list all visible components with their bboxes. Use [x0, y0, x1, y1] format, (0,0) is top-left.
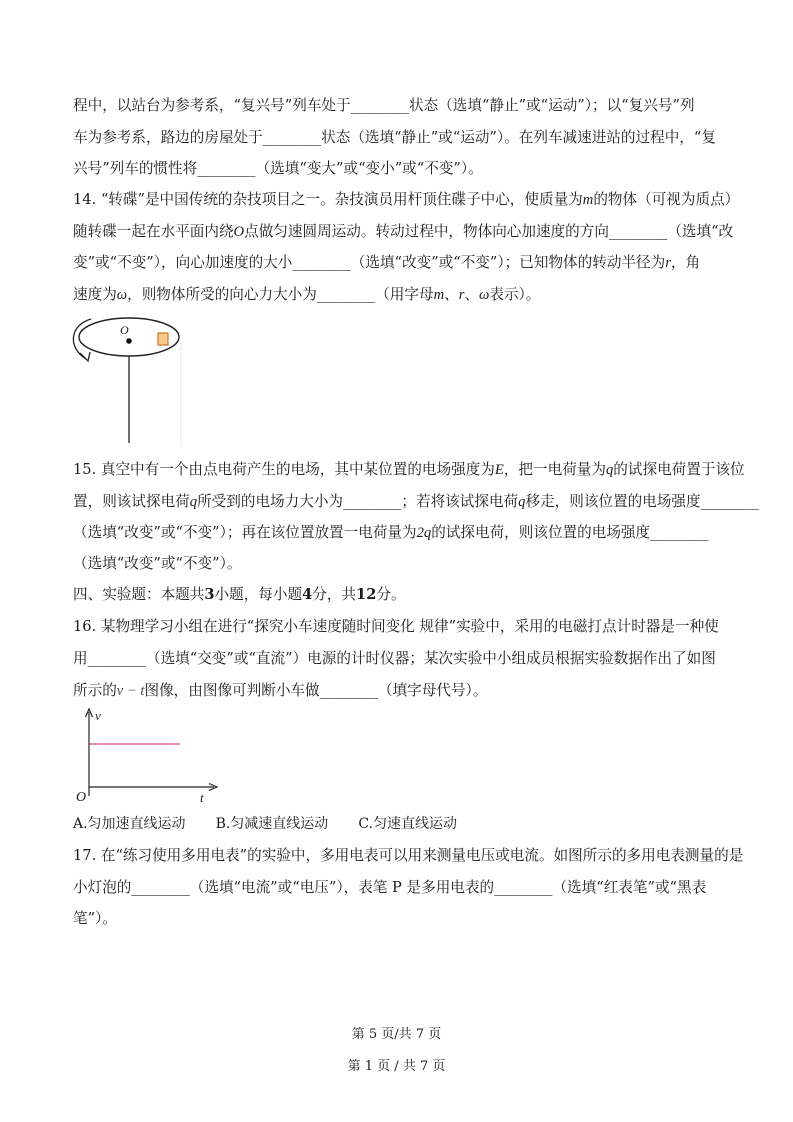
- var-omega: ω: [116, 287, 128, 303]
- q15-text: 置，则该试探电荷: [73, 493, 190, 510]
- label-O: O: [120, 323, 129, 337]
- q14-text: 14. “转碟”是中国传统的杂技项目之一。杂技演员用杆顶住碟子中心，使质量为: [73, 191, 583, 208]
- q16-text: 图像，由图像可判断小车做________（填字母代号）。: [144, 682, 488, 699]
- q14-sep: 、: [444, 286, 459, 303]
- q14-line-3: [73, 253, 700, 273]
- var-r: r: [665, 255, 671, 271]
- var-m: m: [582, 192, 594, 208]
- spinning-plate-figure: [66, 313, 191, 451]
- q14-text: 点做匀速圆周运动。转动过程中，物体向心加速度的方向________（选填“改: [244, 223, 734, 240]
- var-E: E: [494, 462, 504, 478]
- q13-line-2: 车为参考系，路边的房屋处于________状态（选填“静止”或“运动”）。在列车减速进站的过程中，“复: [73, 129, 716, 146]
- page-number-inner: 第 5 页/共 7 页: [351, 1027, 442, 1042]
- q15-line-1: [73, 460, 745, 480]
- q14-text: 的物体（可视为质点）: [593, 191, 740, 208]
- q15-text: 15. 真空中有一个由点电荷产生的电场，其中某位置的电场强度为: [73, 461, 495, 478]
- q14-text: 表示）。: [489, 286, 541, 303]
- option-a: A.匀加速直线运动: [73, 816, 186, 832]
- q15-line-3: [73, 523, 709, 543]
- q15-text: ，把一电荷量为: [503, 461, 606, 478]
- axis-label-v: v: [95, 708, 101, 723]
- section-text: 分。: [376, 586, 406, 603]
- q17-line-2: 小灯泡的________（选填“电流”或“电压”），表笔 P 是多用电表的________（选填“红表笔”或“黑表: [73, 879, 707, 896]
- q15-line-4: （选填“改变”或“不变”）。: [73, 555, 242, 572]
- q16-text: 所示的: [73, 682, 117, 699]
- q14-text: 变”或“不变”），向心加速度的大小________（选填“改变”或“不变”）；已知物体的转动半径为: [73, 254, 666, 271]
- q14-text: 随转碟一起在水平面内绕: [73, 223, 234, 240]
- center-point-O: [126, 338, 132, 344]
- object-block: [158, 333, 168, 345]
- q13-line-3: 兴号”列车的惯性将________（选填“变大”或“变小”或“不变”）。: [73, 160, 483, 177]
- var-2q: 2q: [416, 525, 432, 541]
- q14-line-2: [73, 222, 733, 242]
- var-q: q: [189, 494, 198, 510]
- q15-text: （选填“改变”或“不变”）；再在该位置放置一电荷量为: [73, 524, 417, 541]
- q14-text: 速度为: [73, 286, 117, 303]
- q14-text: ，则物体所受的向心力大小为________（用字母: [127, 286, 434, 303]
- section-total: 12: [356, 586, 377, 603]
- section-heading: [73, 585, 406, 605]
- q16-options: [73, 814, 457, 834]
- q17-line-1: 17. 在“练习使用多用电表”的实验中，多用电表可以用来测量电压或电流。如图所示的多用电表测量的是: [73, 847, 744, 864]
- q15-text: 的试探电荷置于该位: [613, 461, 745, 478]
- vt-graph-figure: [72, 706, 222, 806]
- var-O: O: [233, 224, 245, 240]
- var-q: q: [605, 462, 614, 478]
- section-text: 小题，每小题: [214, 586, 303, 603]
- var-q: q: [518, 494, 526, 510]
- page-number-outer: 第 1 页 / 共 7 页: [347, 1059, 446, 1074]
- vt-label: v − t: [116, 683, 145, 699]
- var-omega: ω: [479, 287, 490, 303]
- section-text: 分，共: [312, 586, 357, 603]
- q14-text: ，角: [670, 254, 701, 271]
- axis-label-t: t: [200, 790, 204, 805]
- q14-line-1: [73, 190, 739, 210]
- q16-line-2: 用________（选填“交变”或“直流”）电源的计时仪器；某次实验中小组成员根据实验数据作出了如图: [73, 650, 716, 667]
- q14-sep: 、: [464, 286, 480, 303]
- var-m: m: [433, 287, 445, 303]
- q16-line-1: 16. 某物理学习小组在进行“探究小车速度随时间变化 规律”实验中，采用的电磁打点计时器是一种使: [73, 618, 719, 635]
- option-c: C.匀速直线运动: [358, 816, 457, 832]
- section-points: 4: [302, 586, 313, 603]
- section-text: 四、实验题：本题共: [73, 586, 205, 603]
- var-r: r: [458, 287, 465, 303]
- origin-label: O: [76, 790, 87, 805]
- q15-text: 所受到的电场力大小为________；若将该试探电荷: [197, 493, 519, 510]
- rotation-arrow: [73, 319, 91, 359]
- section-count: 3: [204, 586, 215, 603]
- q14-line-4: [73, 285, 540, 305]
- q17-line-3: 笔”）。: [73, 910, 117, 927]
- q15-line-2: [73, 492, 759, 512]
- q15-text: 移走，则该位置的电场强度________: [525, 493, 759, 510]
- option-b: B.匀减速直线运动: [215, 816, 329, 832]
- q16-line-3: [73, 681, 487, 701]
- q15-text: 的试探电荷，则该位置的电场强度________: [431, 524, 709, 541]
- q13-line-1: 程中，以站台为参考系，“复兴号”列车处于________状态（选填“静止”或“运动”）；以“复兴号”列: [73, 97, 695, 114]
